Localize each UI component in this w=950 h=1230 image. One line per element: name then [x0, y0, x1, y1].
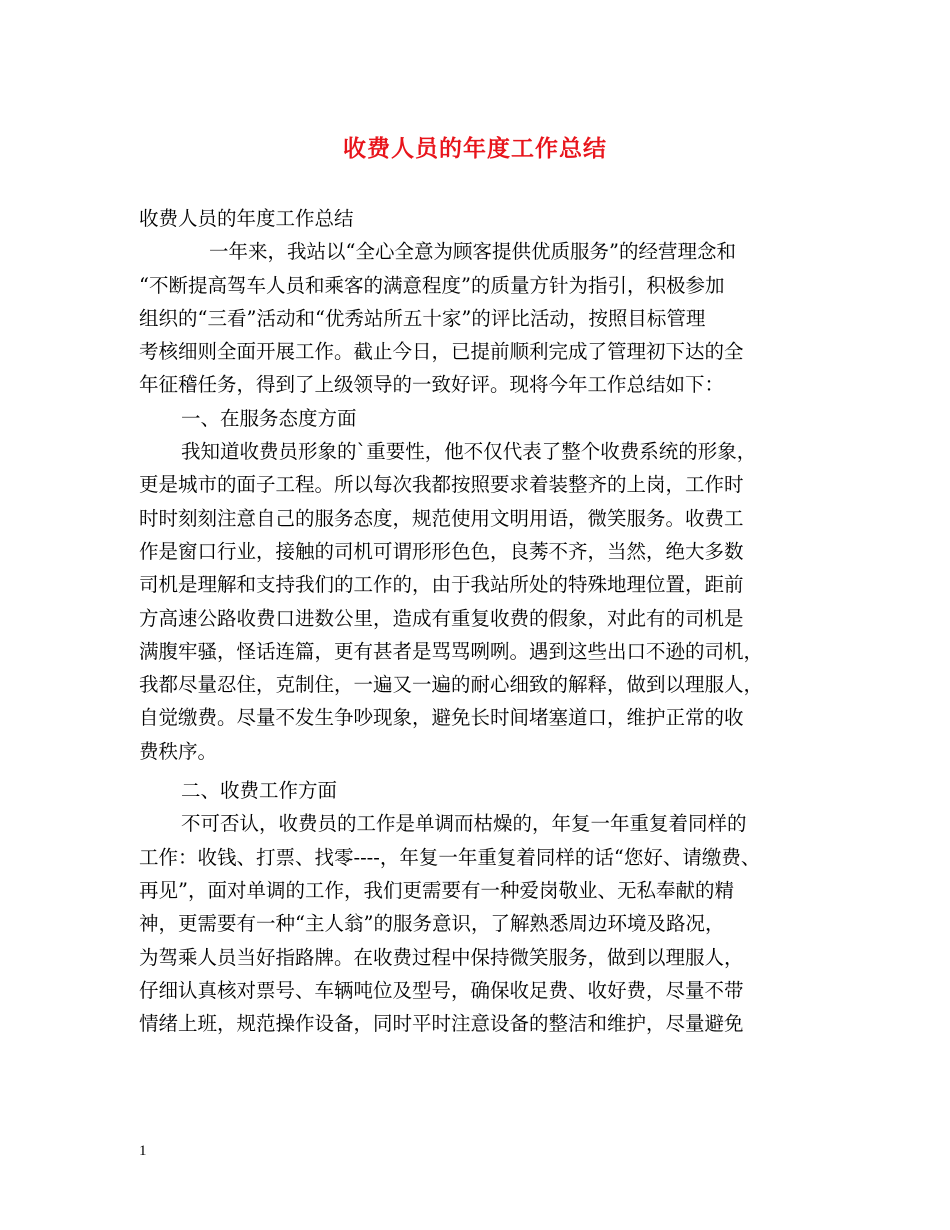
paragraph-line: 一年来，我站以“全心全意为顾客提供优质服务”的经营理念和 — [209, 240, 736, 264]
paragraph-line: 费秩序。 — [139, 739, 218, 763]
paragraph-line: 工作：收钱、打票、找零----，年复一年重复着同样的话“您好、请缴费、 — [139, 845, 761, 869]
paragraph-line: 组织的“三看”活动和“优秀站所五十家”的评比活动，按照目标管理 — [139, 306, 706, 330]
paragraph-line: 仔细认真核对票号、车辆吨位及型号，确保收足费、收好费，尽量不带 — [139, 978, 744, 1002]
paragraph-line: 方高速公路收费口进数公里，造成有重复收费的假象，对此有的司机是 — [139, 606, 744, 630]
paragraph-line: 满腹牢骚，怪话连篇，更有甚者是骂骂咧咧。遇到这些出口不逊的司机， — [139, 639, 764, 663]
page-number: 1 — [139, 1143, 147, 1159]
paragraph-line: 我都尽量忍住，克制住，一遍又一遍的耐心细致的解释，做到以理服人， — [139, 673, 764, 697]
paragraph-line: 为驾乘人员当好指路牌。在收费过程中保持微笑服务，做到以理服人， — [139, 945, 744, 969]
paragraph-line: 作是窗口行业，接触的司机可谓形形色色，良莠不齐，当然，绝大多数 — [139, 539, 744, 563]
paragraph-line: 情绪上班，规范操作设备，同时平时注意设备的整洁和维护，尽量避免 — [139, 1012, 744, 1036]
paragraph-line: 年征稽任务，得到了上级领导的一致好评。现将今年工作总结如下： — [139, 373, 725, 397]
paragraph-line: 再见”，面对单调的工作，我们更需要有一种爱岗敬业、无私奉献的精 — [139, 878, 734, 902]
paragraph-line: “不断提高驾车人员和乘客的满意程度”的质量方针为指引，积极参加 — [139, 273, 725, 297]
paragraph-line: 神，更需要有一种“主人翁”的服务意识，了解熟悉周边环境及路况， — [139, 912, 725, 936]
paragraph-line: 考核细则全面开展工作。截止今日，已提前顺利完成了管理初下达的全 — [139, 340, 744, 364]
paragraph-line: 司机是理解和支持我们的工作的，由于我站所处的特殊地理位置，距前 — [139, 573, 744, 597]
page-title: 收费人员的年度工作总结 — [343, 135, 607, 162]
paragraph-line: 我知道收费员形象的`重要性，他不仅代表了整个收费系统的形象， — [181, 440, 757, 464]
section-heading: 二、收费工作方面 — [181, 779, 338, 803]
paragraph-line: 时时刻刻注意自己的服务态度，规范使用文明用语，微笑服务。收费工 — [139, 506, 744, 530]
paragraph-line: 不可否认，收费员的工作是单调而枯燥的，年复一年重复着同样的 — [181, 812, 747, 836]
paragraph-line: 更是城市的面子工程。所以每次我都按照要求着装整齐的上岗，工作时 — [139, 473, 744, 497]
doc-heading: 收费人员的年度工作总结 — [139, 207, 354, 230]
document-body — [139, 202, 821, 1040]
paragraph-line: 自觉缴费。尽量不发生争吵现象，避免长时间堵塞道口，维护正常的收 — [139, 706, 744, 730]
section-heading: 一、在服务态度方面 — [181, 406, 357, 430]
